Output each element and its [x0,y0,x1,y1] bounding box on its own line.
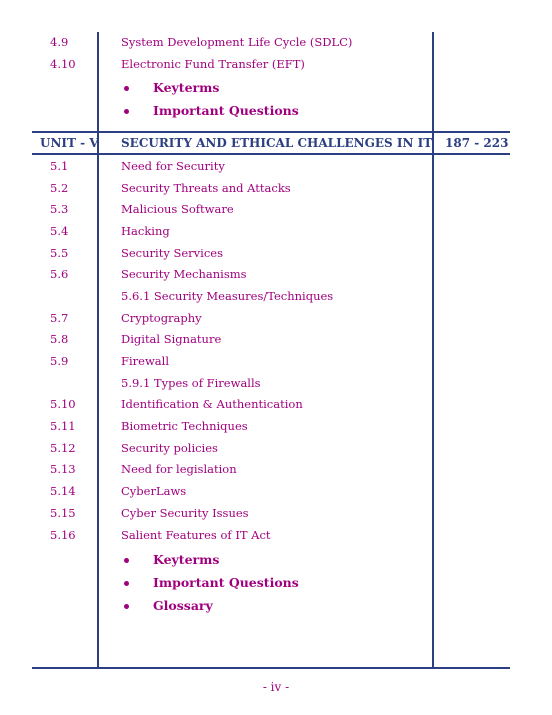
toc-row [0,263,552,285]
bullet-icon [124,558,129,563]
toc-title: Cryptography [121,311,202,325]
toc-row [0,220,552,242]
unit-page-range: 187 - 223 [445,136,509,150]
bullet-label: Keyterms [153,552,220,567]
toc-row [0,177,552,199]
toc-row [0,480,552,502]
toc-row [0,242,552,264]
toc-row [0,393,552,415]
toc-row [0,524,552,546]
toc-number: 5.4 [50,224,69,238]
bullet-item [0,595,552,617]
bullet-label: Important Questions [153,103,299,118]
toc-title: CyberLaws [121,484,187,498]
unit-label: UNIT - V [40,136,99,150]
toc-title: Security Threats and Attacks [121,181,291,195]
toc-title: Biometric Techniques [121,419,248,433]
toc-row [0,502,552,524]
toc-title: System Development Life Cycle (SDLC) [121,35,353,49]
toc-title: Malicious Software [121,202,234,216]
bullet-item [0,572,552,594]
bullet-item [0,100,552,122]
table-bottom-rule [32,667,510,669]
toc-title: Identification & Authentication [121,397,303,411]
toc-number: 5.6 [50,267,69,281]
toc-number: 5.14 [50,484,76,498]
toc-row [0,31,552,53]
toc-title: Electronic Fund Transfer (EFT) [121,57,305,71]
toc-number: 5.8 [50,332,69,346]
toc-title: Salient Features of IT Act [121,528,271,542]
toc-row [0,415,552,437]
toc-row [0,350,552,372]
page-number: - iv - [262,680,290,694]
bullet-item [0,549,552,571]
toc-number: 5.1 [50,159,69,173]
toc-title: Need for Security [121,159,225,173]
toc-title: Cyber Security Issues [121,506,249,520]
bullet-icon [124,581,129,586]
toc-title: Security Services [121,246,223,260]
toc-number: 5.7 [50,311,69,325]
toc-subtitle: 5.9.1 Types of Firewalls [121,376,261,390]
unit-title: SECURITY AND ETHICAL CHALLENGES IN IT [121,136,433,150]
toc-number: 5.11 [50,419,76,433]
bullet-label: Keyterms [153,80,220,95]
toc-title: Firewall [121,354,170,368]
toc-number: 5.10 [50,397,76,411]
toc-row [0,458,552,480]
toc-subrow [0,372,552,394]
toc-number: 5.16 [50,528,76,542]
bullet-label: Important Questions [153,575,299,590]
toc-title: Security policies [121,441,218,455]
toc-row [0,307,552,329]
toc-subrow [0,285,552,307]
toc-row [0,328,552,350]
toc-row [0,155,552,177]
toc-number: 4.9 [50,35,69,49]
bullet-icon [124,109,129,114]
toc-title: Need for legislation [121,462,237,476]
toc-number: 5.12 [50,441,76,455]
bullet-icon [124,86,129,91]
toc-row [0,198,552,220]
toc-number: 4.10 [50,57,76,71]
toc-number: 5.2 [50,181,69,195]
unit-header [0,131,552,155]
toc-title: Hacking [121,224,170,238]
toc-number: 5.15 [50,506,76,520]
toc-number: 5.9 [50,354,69,368]
toc-row [0,437,552,459]
bullet-icon [124,604,129,609]
bullet-label: Glossary [153,598,213,613]
toc-number: 5.5 [50,246,69,260]
toc-number: 5.3 [50,202,69,216]
toc-subtitle: 5.6.1 Security Measures/Techniques [121,289,334,303]
toc-row [0,53,552,75]
toc-title: Digital Signature [121,332,222,346]
toc-number: 5.13 [50,462,76,476]
toc-title: Security Mechanisms [121,267,247,281]
bullet-item [0,77,552,99]
